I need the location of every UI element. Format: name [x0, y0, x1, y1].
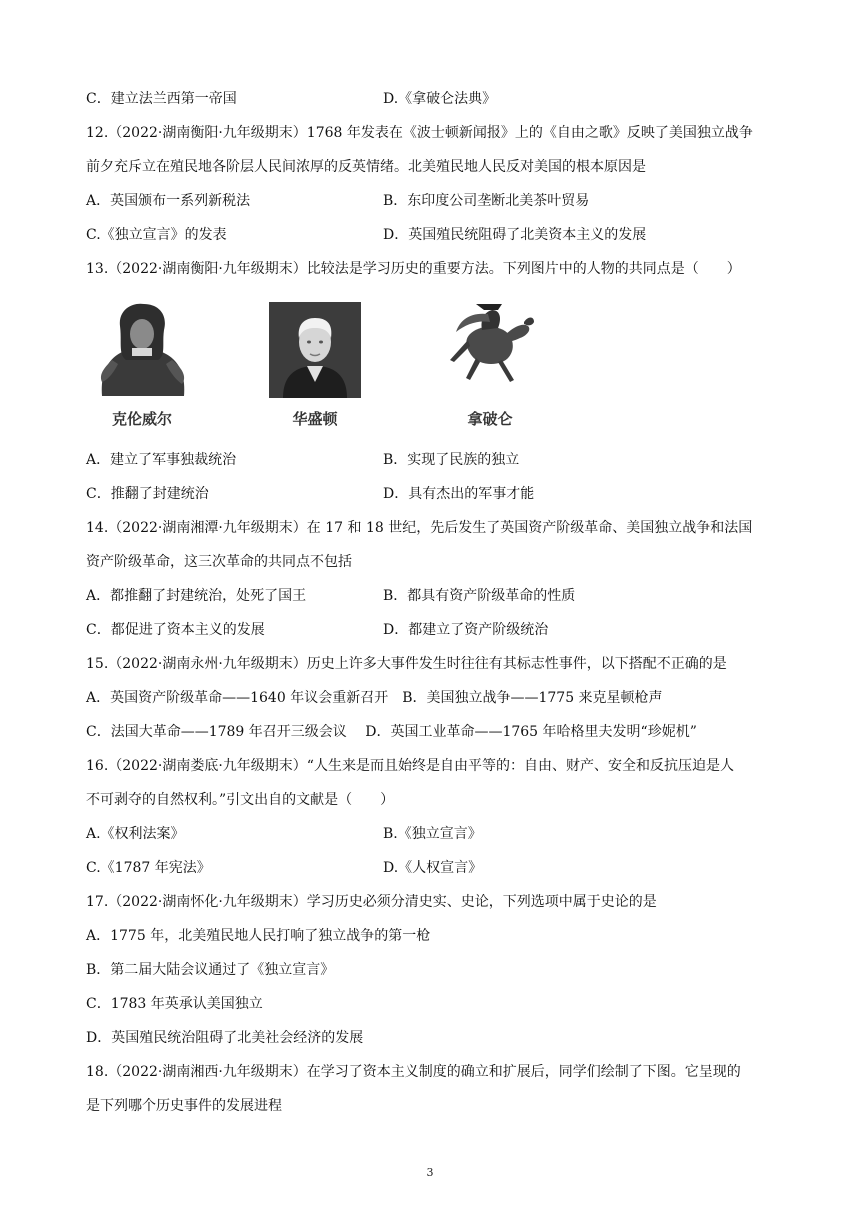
q15-options-cd: C．法国大革命——1789 年召开三级会议 D．英国工业革命——1765 年哈格里夫发明“珍妮机” [86, 724, 697, 740]
portrait-washington-icon [269, 302, 361, 398]
q17-option-d: D．英国殖民统治阻碍了北美社会经济的发展 [86, 1030, 364, 1046]
q12-option-d: D．英国殖民统阻碍了北美资本主义的发展 [383, 227, 647, 243]
q18-stem-line2: 是下列哪个历史事件的发展进程 [86, 1098, 282, 1114]
q16-stem-line2: 不可剥夺的自然权利。”引文出自的文献是（ ） [86, 792, 395, 808]
caption-cromwell: 克伦威尔 [111, 410, 172, 428]
q16-option-d: D.《人权宣言》 [383, 860, 483, 876]
q16-option-c: C.《1787 年宪法》 [86, 860, 211, 876]
q12-stem-line2: 前夕充斥立在殖民地各阶层人民间浓厚的反英情绪。北美殖民地人民反对美国的根本原因是 [86, 159, 646, 175]
q14-option-d: D．都建立了资产阶级统治 [383, 622, 549, 638]
q16-option-b: B.《独立宣言》 [383, 826, 482, 842]
q14-stem-line1: 14.（2022·湖南湘潭·九年级期末）在 17 和 18 世纪，先后发生了英国资产阶级革命、美国独立战争和法国 [86, 520, 753, 536]
q13-stem-line1: 13.（2022·湖南衡阳·九年级期末）比较法是学习历史的重要方法。下列图片中的人物的共同点是（ ） [86, 261, 741, 277]
q14-option-c: C．都促进了资本主义的发展 [86, 622, 265, 638]
q17-option-b: B．第二届大陆会议通过了《独立宣言》 [86, 962, 335, 978]
q17-option-a: A．1775 年，北美殖民地人民打响了独立战争的第一枪 [86, 928, 431, 944]
q18-stem-line1: 18.（2022·湖南湘西·九年级期末）在学习了资本主义制度的确立和扩展后，同学们绘制了下图。它呈现的 [86, 1064, 741, 1080]
caption-napoleon: 拿破仑 [467, 410, 513, 428]
q13-option-d: D．具有杰出的军事才能 [383, 486, 535, 502]
q11-option-c: C．建立法兰西第一帝国 [86, 91, 237, 107]
q12-option-b: B．东印度公司垄断北美茶叶贸易 [383, 193, 590, 209]
q11-option-d: D.《拿破仑法典》 [383, 91, 497, 107]
q12-option-c: C.《独立宣言》的发表 [86, 227, 227, 243]
q17-option-c: C．1783 年英承认美国独立 [86, 996, 263, 1012]
q12-stem-line1: 12.（2022·湖南衡阳·九年级期末）1768 年发表在《波士顿新闻报》上的《自由之歌》反映了美国独立战争 [86, 125, 753, 141]
q14-stem-line2: 资产阶级革命，这三次革命的共同点不包括 [86, 554, 352, 570]
q13-option-c: C．推翻了封建统治 [86, 486, 209, 502]
q12-option-a: A．英国颁布一系列新税法 [86, 193, 251, 209]
q13-option-a: A．建立了军事独裁统治 [86, 452, 237, 468]
q15-stem-line1: 15.（2022·湖南永州·九年级期末）历史上许多大事件发生时往往有其标志性事件，以下搭配不正确的是 [86, 656, 727, 672]
portrait-napoleon-horse-icon [440, 300, 540, 396]
q16-option-a: A.《权利法案》 [86, 826, 185, 842]
q14-option-b: B．都具有资产阶级革命的性质 [383, 588, 576, 604]
q17-stem-line1: 17.（2022·湖南怀化·九年级期末）学习历史必须分清史实、史论，下列选项中属于史论的是 [86, 894, 657, 910]
portrait-cromwell-icon [92, 300, 192, 396]
q16-stem-line1: 16.（2022·湖南娄底·九年级期末）“人生来是而且始终是自由平等的：自由、财产、安全和反抗压迫是人 [86, 758, 734, 774]
page-number: 3 [426, 1166, 434, 1179]
q13-option-b: B．实现了民族的独立 [383, 452, 520, 468]
q14-option-a: A．都推翻了封建统治，处死了国王 [86, 588, 307, 604]
caption-washington: 华盛顿 [292, 410, 338, 428]
q15-options-ab: A．英国资产阶级革命——1640 年议会重新召开 B．美国独立战争——1775 来克星顿枪声 [86, 690, 663, 706]
